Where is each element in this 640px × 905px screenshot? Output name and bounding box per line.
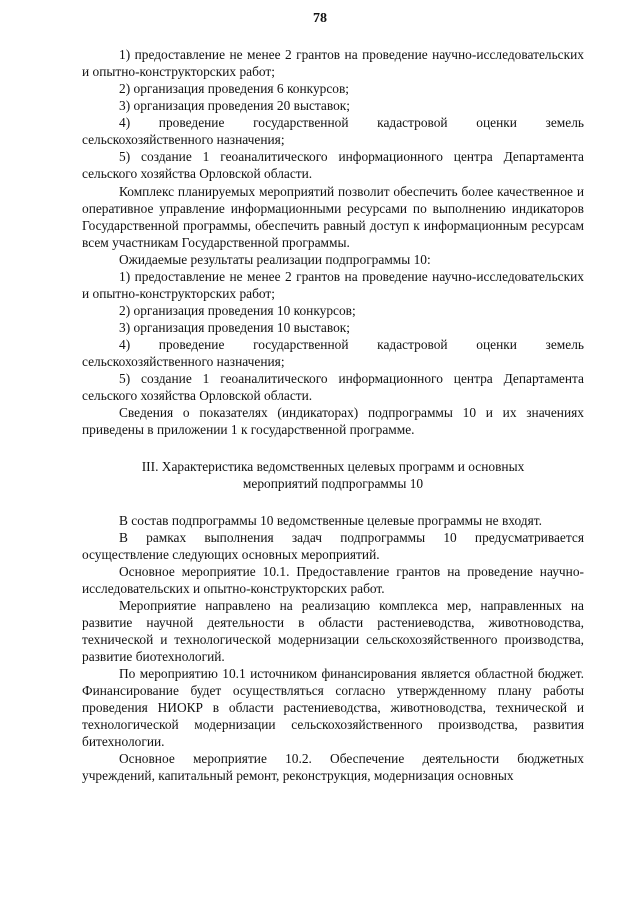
paragraph: Сведения о показателях (индикаторах) подпрограммы 10 и их значениях приведены в приложении 1 к государственной программе.	[82, 405, 584, 437]
paragraph: В состав подпрограммы 10 ведомственные целевые программы не входят.	[119, 513, 542, 528]
paragraph: Мероприятие направлено на реализацию комплекса мер, направленных на развитие научной деятельности в области растениеводства, животноводства, технической и технологической модернизации сельскохозяйственного производства, развитие биотехнологий.	[82, 598, 584, 664]
paragraph: 1) предоставление не менее 2 грантов на проведение научно-исследовательских и опытно-конструкторских работ;	[82, 47, 584, 79]
paragraph: Комплекс планируемых мероприятий позволит обеспечить более качественное и оперативное управление информационными ресурсами по выполнению индикаторов Государственной программы, обеспечить равный доступ к информационным ресурсам всем участникам Государственной программы.	[82, 184, 584, 250]
paragraph: 1) предоставление не менее 2 грантов на проведение научно-исследовательских и опытно-конструкторских работ;	[82, 269, 584, 301]
paragraph: 4) проведение государственной кадастровой оценки земель сельскохозяйственного назначения;	[82, 337, 584, 369]
paragraph: В рамках выполнения задач подпрограммы 10 предусматривается осуществление следующих основных мероприятий.	[82, 530, 584, 562]
paragraph: По мероприятию 10.1 источником финансирования является областной бюджет. Финансирование будет осуществляться согласно утвержденному плану работы проведения НИОКР в области растениеводства, животноводства, технической и технологической модернизации сельскохозяйственного производства, развития битехнологии.	[82, 666, 584, 749]
section-heading-line: мероприятий подпрограммы 10	[242, 476, 424, 491]
document-body	[82, 46, 584, 784]
paragraph: 2) организация проведения 10 конкурсов;	[119, 303, 356, 318]
section-heading	[82, 458, 584, 492]
paragraph: Основное мероприятие 10.1. Предоставление грантов на проведение научно-исследовательских и опытно-конструкторских работ.	[82, 564, 584, 596]
paragraph: Ожидаемые результаты реализации подпрограммы 10:	[119, 252, 431, 267]
paragraph: 5) создание 1 геоаналитического информационного центра Департамента сельского хозяйства Орловской области.	[82, 149, 584, 181]
paragraph: 5) создание 1 геоаналитического информационного центра Департамента сельского хозяйства Орловской области.	[82, 371, 584, 403]
paragraph: 3) организация проведения 10 выставок;	[119, 320, 351, 335]
paragraph: 3) организация проведения 20 выставок;	[119, 98, 351, 113]
paragraph: 4) проведение государственной кадастровой оценки земель сельскохозяйственного назначения;	[82, 115, 584, 147]
page-number: 78	[313, 11, 327, 26]
paragraph: 2) организация проведения 6 конкурсов;	[119, 81, 350, 96]
section-heading-line: III. Характеристика ведомственных целевых программ и основных	[141, 459, 525, 474]
paragraph: Основное мероприятие 10.2. Обеспечение деятельности бюджетных учреждений, капитальный ремонт, реконструкция, модернизация основных	[82, 751, 584, 783]
